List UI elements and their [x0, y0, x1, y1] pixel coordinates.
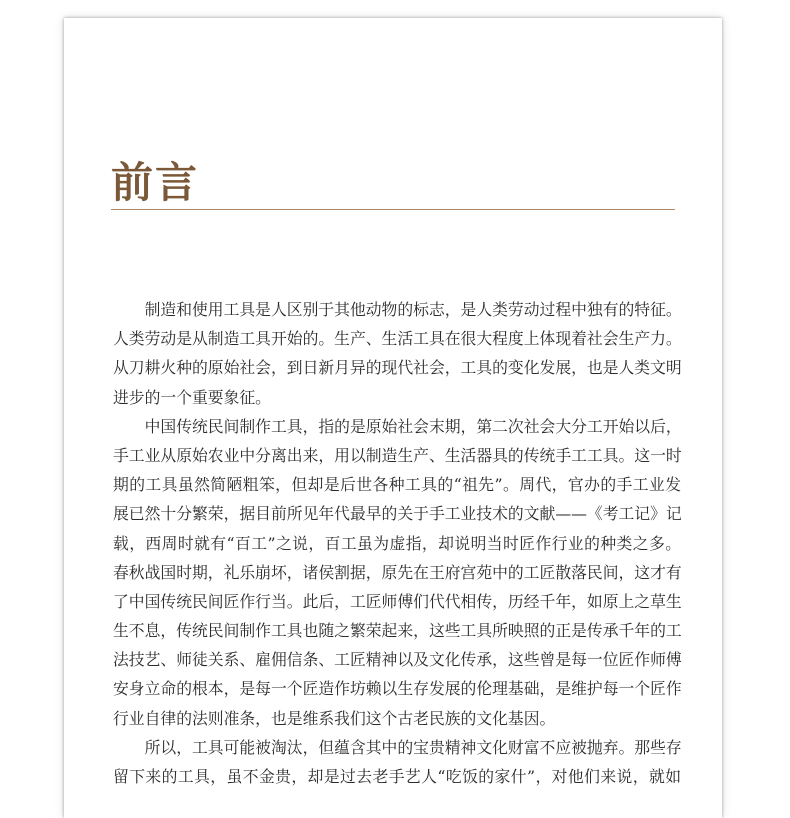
- title-divider: [111, 209, 675, 210]
- text-line: 制造和使用工具是人区别于其他动物的标志，是人类劳动过程中独有的特征。: [113, 300, 682, 319]
- text-line: 生不息，传统民间制作工具也随之繁荣起来，这些工具所映照的正是传承千年的工: [113, 621, 682, 641]
- text-line: 展已然十分繁荣，据目前所见年代最早的关于手工业技术的文献——《考工记》记: [113, 504, 682, 524]
- text-line: 进步的一个重要象征。: [113, 387, 271, 407]
- body-text: [113, 295, 681, 791]
- text-line: 手工业从原始农业中分离出来，用以制造生产、生活器具的传统手工工具。这一时: [113, 445, 682, 465]
- text-line: 载，西周时就有“百工”之说，百工虽为虚指，却说明当时匠作行业的种类之多。: [113, 533, 681, 553]
- text-line: 留下来的工具，虽不金贵，却是过去老手艺人“吃饭的家什”，对他们来说，就如: [113, 767, 681, 786]
- text-line: 从刀耕火种的原始社会，到日新月异的现代社会，工具的变化发展，也是人类文明: [113, 358, 682, 378]
- text-line: 安身立命的根本，是每一个匠造作坊赖以生存发展的伦理基础，是维护每一个匠作: [113, 679, 682, 699]
- text-line: 春秋战国时期，礼乐崩坏，诸侯割据，原先在王府宫苑中的工匠散落民间，这才有: [113, 562, 682, 582]
- text-line: 法技艺、师徒关系、雇佣信条、工匠精神以及文化传承，这些曾是每一位匠作师傅: [113, 650, 682, 670]
- text-line: 人类劳动是从制造工具开始的。生产、生活工具在很大程度上体现着社会生产力。: [113, 329, 682, 349]
- text-line: 行业自律的法则准条，也是维系我们这个古老民族的文化基因。: [113, 708, 556, 728]
- page-title: 前言: [111, 158, 200, 207]
- text-line: 所以，工具可能被淘汰，但蕴含其中的宝贵精神文化财富不应被抛弃。那些存: [113, 737, 682, 757]
- text-line: 了中国传统民间匠作行当。此后，工匠师傅们代代相传，历经千年，如原上之草生: [113, 591, 682, 611]
- text-line: 期的工具虽然简陋粗笨，但却是后世各种工具的“祖先”。周代，官办的手工业发: [113, 475, 681, 495]
- text-line: 中国传统民间制作工具，指的是原始社会末期，第二次社会大分工开始以后，: [113, 416, 682, 436]
- document-page: [64, 18, 722, 818]
